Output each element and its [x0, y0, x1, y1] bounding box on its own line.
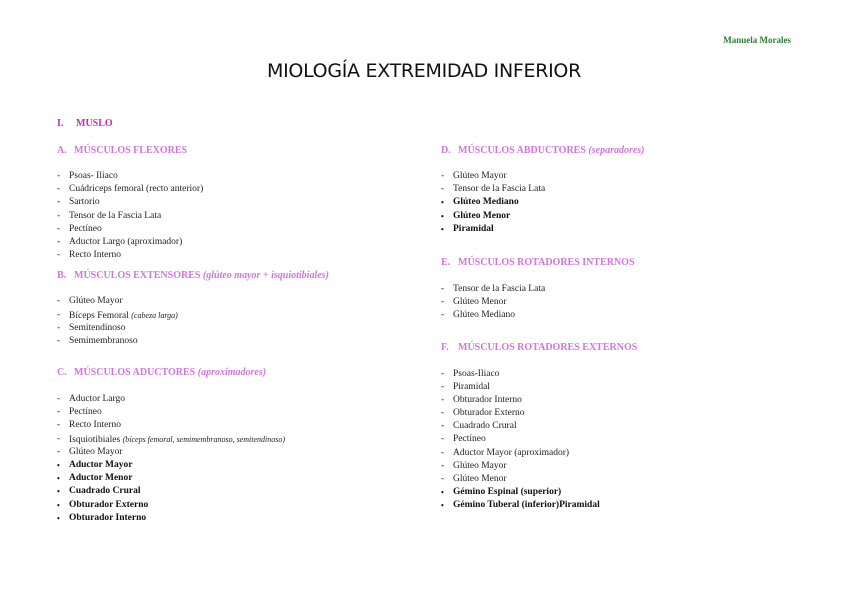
group-label: MÚSCULOS ADUCTORES: [74, 367, 196, 379]
muscle-list-item: [441, 407, 811, 420]
muscle-name: Aductor Mayor (aproximador): [453, 447, 570, 458]
list-rotadores-externos: [441, 368, 811, 513]
muscle-name: Gémino Tuberal (inferior)Piramidal: [453, 500, 600, 511]
group-index: A.: [57, 145, 67, 156]
group-index: C.: [57, 367, 67, 379]
group-label: MÚSCULOS EXTENSORES: [74, 270, 201, 282]
muscle-list-item: [441, 460, 811, 473]
muscle-list-item: [57, 223, 427, 236]
group-heading-rotadores-internos: [441, 256, 811, 269]
muscle-name: Tensor de la Fascia Lata: [453, 283, 546, 294]
muscle-name: Glúteo Menor: [453, 297, 507, 308]
muscle-name: Pectíneo: [453, 434, 486, 445]
list-flexores: [57, 170, 427, 262]
group-heading-abductores: [441, 144, 811, 157]
muscle-list-item: [441, 381, 811, 394]
list-aductores: [57, 393, 427, 525]
muscle-list-item: [441, 296, 811, 309]
muscle-list-item: [57, 335, 427, 348]
muscle-name: Recto Interno: [69, 420, 121, 431]
muscle-name: Tensor de la Fascia Lata: [453, 184, 546, 195]
group-label: MÚSCULOS ABDUCTORES: [458, 145, 586, 156]
list-rotadores-internos: [441, 283, 811, 323]
group-index: E.: [441, 256, 451, 268]
muscle-name: Bíceps Femoral: [69, 310, 129, 321]
muscle-list-item: [57, 170, 427, 183]
group-subtitle: (separadores): [588, 145, 645, 156]
muscle-list-item: [57, 210, 427, 223]
muscle-list-item: [441, 196, 811, 209]
muscle-list-item: [57, 393, 427, 406]
muscle-list-item: [441, 433, 811, 446]
muscle-list-item: [57, 485, 427, 498]
muscle-name: Gémino Espinal (superior): [453, 487, 562, 498]
muscle-name: Cuádriceps femoral (recto anterior): [69, 184, 204, 195]
group-heading-rotadores-externos: [441, 341, 811, 354]
muscle-name: Piramidal: [453, 381, 490, 392]
muscle-name: Pectíneo: [69, 407, 102, 418]
muscle-name: Aductor Mayor: [69, 460, 133, 470]
author-name: Manuela Morales: [723, 35, 791, 45]
muscle-name: Obturador Interno: [453, 394, 522, 405]
muscle-list-item: [441, 447, 811, 460]
muscle-list-item: [441, 486, 811, 499]
muscle-name: Glúteo Mediano: [453, 310, 516, 321]
muscle-list-item: [441, 368, 811, 381]
muscle-name: Aductor Largo: [69, 394, 126, 405]
muscle-list-item: [57, 419, 427, 432]
muscle-list-item: [57, 446, 427, 459]
muscle-list-item: [57, 459, 427, 472]
muscle-name: Recto Interno: [69, 250, 121, 261]
muscle-name: Obturador Externo: [453, 408, 525, 419]
muscle-name: Aductor Largo (aproximador): [69, 236, 183, 247]
muscle-list-item: [57, 512, 427, 525]
muscle-list-item: [57, 406, 427, 419]
muscle-list-item: [441, 183, 811, 196]
list-extensores: [57, 295, 427, 348]
muscle-name: Glúteo Mayor: [69, 446, 123, 457]
muscle-list-item: [441, 394, 811, 407]
group-subtitle: (aproximadores): [197, 367, 267, 379]
muscle-list-item: [57, 499, 427, 512]
group-index: B.: [57, 270, 67, 282]
muscle-name: Semitendinoso: [69, 322, 126, 333]
muscle-name: Psoas- Iliaco: [69, 171, 118, 181]
muscle-note: (bíceps femoral, semimembranoso, semitendinoso): [122, 434, 285, 444]
group-index: D.: [441, 145, 451, 156]
muscle-list-item: [57, 183, 427, 196]
muscle-name: Pectíneo: [69, 223, 102, 234]
group-heading-flexores: [57, 144, 427, 157]
section-heading-muslo: [57, 118, 113, 129]
muscle-list-item: [57, 236, 427, 249]
group-index: F.: [441, 341, 449, 353]
right-column: [441, 144, 811, 513]
muscle-list-item: [441, 283, 811, 296]
muscle-list-item: [57, 196, 427, 209]
section-index: I.: [57, 118, 64, 129]
muscle-name: Cuadrado Crural: [453, 421, 517, 432]
muscle-list-item: [441, 170, 811, 183]
muscle-name: Glúteo Mayor: [453, 460, 507, 471]
group-label: MÚSCULOS FLEXORES: [74, 145, 188, 156]
muscle-list-item: [441, 210, 811, 223]
muscle-name: Glúteo Mediano: [453, 197, 519, 208]
muscle-name: Tensor de la Fascia Lata: [69, 210, 162, 221]
muscle-list-item: [57, 433, 427, 446]
muscle-name: Glúteo Mayor: [453, 171, 507, 181]
muscle-name: Glúteo Mayor: [69, 296, 123, 307]
muscle-list-item: [441, 223, 811, 236]
muscle-list-item: [441, 499, 811, 512]
muscle-list-item: [441, 309, 811, 322]
group-label: MÚSCULOS ROTADORES EXTERNOS: [458, 341, 638, 353]
muscle-list-item: [57, 322, 427, 335]
muscle-name: Isquiotibiales: [69, 434, 121, 445]
group-subtitle: (glúteo mayor + isquiotibiales): [202, 270, 329, 282]
muscle-list-item: [57, 472, 427, 485]
muscle-name: Psoas-Iliaco: [453, 368, 500, 379]
muscle-name: Glúteo Menor: [453, 210, 511, 221]
muscle-list-item: [57, 295, 427, 308]
muscle-list-item: [441, 420, 811, 433]
muscle-name: Aductor Menor: [69, 473, 133, 484]
muscle-name: Sartorio: [69, 197, 100, 208]
muscle-list-item: [57, 309, 427, 322]
muscle-note: (cabeza larga): [131, 310, 178, 320]
muscle-list-item: [441, 473, 811, 486]
group-heading-extensores: [57, 269, 427, 282]
muscle-name: Obturador Externo: [69, 499, 149, 510]
left-column: [57, 144, 427, 525]
page-title: MIOLOGÍA EXTREMIDAD INFERIOR: [267, 60, 581, 82]
section-label: MUSLO: [76, 118, 113, 129]
group-label: MÚSCULOS ROTADORES INTERNOS: [458, 256, 635, 268]
list-abductores: [441, 170, 811, 236]
muscle-name: Glúteo Menor: [453, 474, 507, 484]
muscle-name: Semimembranoso: [69, 335, 138, 346]
muscle-name: Obturador Interno: [69, 512, 147, 523]
muscle-list-item: [57, 249, 427, 262]
muscle-name: Piramidal: [453, 223, 494, 234]
muscle-name: Cuadrado Crural: [69, 486, 141, 497]
group-heading-aductores: [57, 366, 427, 379]
